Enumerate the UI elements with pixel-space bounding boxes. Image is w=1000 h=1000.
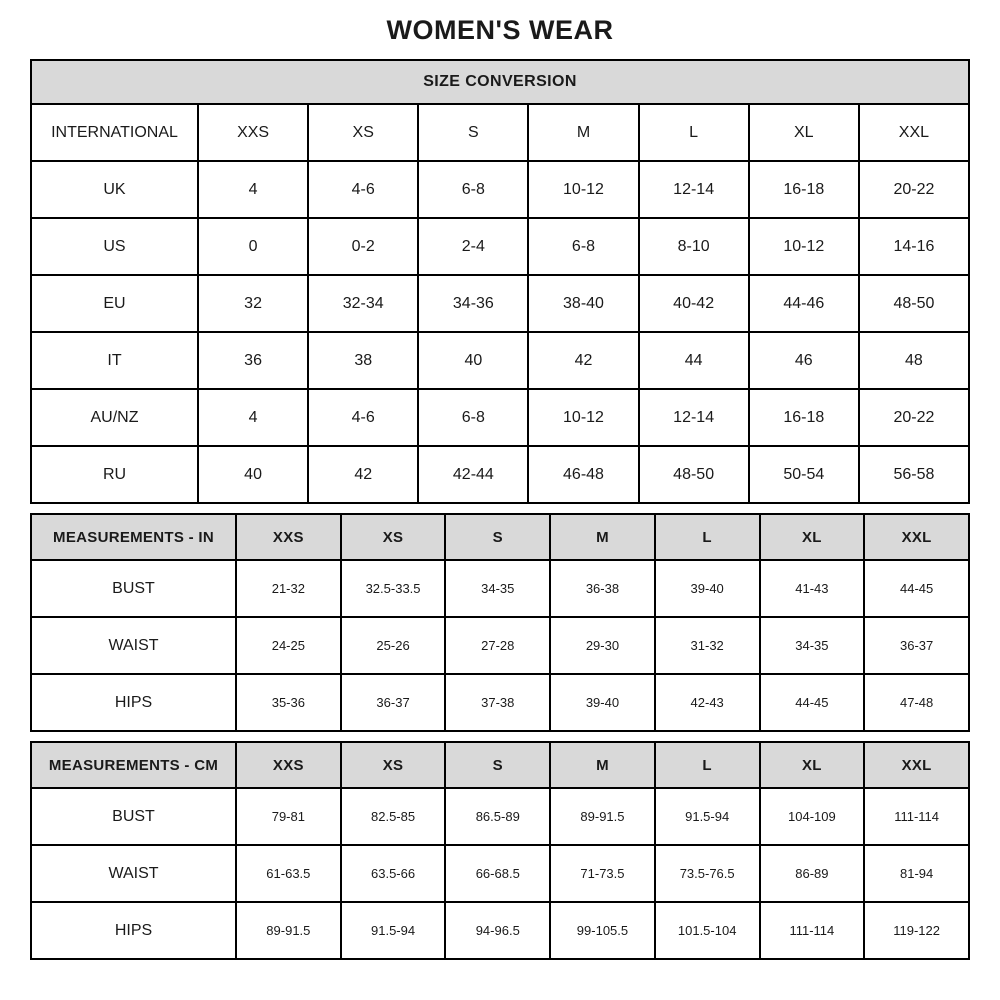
table-row	[31, 389, 969, 446]
row-label: HIPS	[31, 902, 236, 959]
row-label: HIPS	[31, 674, 236, 731]
table-row	[31, 275, 969, 332]
size-header-cell: XXS	[236, 742, 341, 788]
value-cell: 14-16	[859, 218, 969, 275]
value-cell: 6-8	[418, 389, 528, 446]
value-cell: 25-26	[341, 617, 446, 674]
value-cell: 32.5-33.5	[341, 560, 446, 617]
value-cell: 44-45	[760, 674, 865, 731]
row-label: EU	[31, 275, 198, 332]
value-cell: 20-22	[859, 389, 969, 446]
value-cell: 41-43	[760, 560, 865, 617]
value-cell: 46-48	[528, 446, 638, 503]
value-cell: 12-14	[639, 389, 749, 446]
value-cell: 12-14	[639, 161, 749, 218]
table-row	[31, 788, 969, 845]
row-label: WAIST	[31, 617, 236, 674]
row-label: IT	[31, 332, 198, 389]
size-header-cell: XXS	[236, 514, 341, 560]
size-header-cell: L	[655, 742, 760, 788]
value-cell: 44-46	[749, 275, 859, 332]
value-cell: 40	[418, 332, 528, 389]
row-label: WAIST	[31, 845, 236, 902]
value-cell: 42-44	[418, 446, 528, 503]
row-label: RU	[31, 446, 198, 503]
value-cell: 71-73.5	[550, 845, 655, 902]
value-cell: 89-91.5	[550, 788, 655, 845]
table-row	[31, 845, 969, 902]
measurements-in-title: MEASUREMENTS - IN	[31, 514, 236, 560]
value-cell: XL	[749, 104, 859, 161]
value-cell: 21-32	[236, 560, 341, 617]
table-title-row	[31, 60, 969, 104]
row-label: INTERNATIONAL	[31, 104, 198, 161]
value-cell: 91.5-94	[341, 902, 446, 959]
measurements-cm-title: MEASUREMENTS - CM	[31, 742, 236, 788]
value-cell: 61-63.5	[236, 845, 341, 902]
header-row	[31, 514, 969, 560]
value-cell: 104-109	[760, 788, 865, 845]
value-cell: 34-36	[418, 275, 528, 332]
value-cell: 39-40	[655, 560, 760, 617]
value-cell: S	[418, 104, 528, 161]
size-header-cell: M	[550, 742, 655, 788]
value-cell: 4	[198, 389, 308, 446]
value-cell: 111-114	[760, 902, 865, 959]
value-cell: 8-10	[639, 218, 749, 275]
value-cell: 36	[198, 332, 308, 389]
size-header-cell: XS	[341, 514, 446, 560]
value-cell: 35-36	[236, 674, 341, 731]
value-cell: 50-54	[749, 446, 859, 503]
value-cell: 40-42	[639, 275, 749, 332]
value-cell: XXL	[859, 104, 969, 161]
value-cell: 34-35	[760, 617, 865, 674]
value-cell: XS	[308, 104, 418, 161]
value-cell: 91.5-94	[655, 788, 760, 845]
value-cell: 111-114	[864, 788, 969, 845]
value-cell: 6-8	[418, 161, 528, 218]
size-header-cell: XL	[760, 742, 865, 788]
value-cell: 101.5-104	[655, 902, 760, 959]
table-row	[31, 161, 969, 218]
value-cell: 27-28	[445, 617, 550, 674]
value-cell: M	[528, 104, 638, 161]
value-cell: 36-37	[864, 617, 969, 674]
value-cell: 47-48	[864, 674, 969, 731]
value-cell: 48-50	[859, 275, 969, 332]
value-cell: 81-94	[864, 845, 969, 902]
value-cell: 44-45	[864, 560, 969, 617]
value-cell: 10-12	[749, 218, 859, 275]
value-cell: 94-96.5	[445, 902, 550, 959]
value-cell: 46	[749, 332, 859, 389]
value-cell: 39-40	[550, 674, 655, 731]
value-cell: 36-38	[550, 560, 655, 617]
table-row	[31, 674, 969, 731]
value-cell: 79-81	[236, 788, 341, 845]
value-cell: 2-4	[418, 218, 528, 275]
table-row	[31, 902, 969, 959]
value-cell: 66-68.5	[445, 845, 550, 902]
value-cell: 16-18	[749, 161, 859, 218]
value-cell: 42	[528, 332, 638, 389]
size-header-cell: S	[445, 742, 550, 788]
size-header-cell: M	[550, 514, 655, 560]
value-cell: 32-34	[308, 275, 418, 332]
table-row	[31, 446, 969, 503]
value-cell: 48	[859, 332, 969, 389]
value-cell: 82.5-85	[341, 788, 446, 845]
value-cell: 29-30	[550, 617, 655, 674]
header-row	[31, 742, 969, 788]
value-cell: 38	[308, 332, 418, 389]
value-cell: 31-32	[655, 617, 760, 674]
value-cell: 24-25	[236, 617, 341, 674]
value-cell: 40	[198, 446, 308, 503]
value-cell: 6-8	[528, 218, 638, 275]
value-cell: 0-2	[308, 218, 418, 275]
value-cell: 4	[198, 161, 308, 218]
value-cell: 44	[639, 332, 749, 389]
value-cell: 42-43	[655, 674, 760, 731]
value-cell: 73.5-76.5	[655, 845, 760, 902]
table-row	[31, 617, 969, 674]
table-row	[31, 218, 969, 275]
value-cell: 20-22	[859, 161, 969, 218]
value-cell: 0	[198, 218, 308, 275]
table-row	[31, 104, 969, 161]
value-cell: 86-89	[760, 845, 865, 902]
value-cell: 34-35	[445, 560, 550, 617]
value-cell: 99-105.5	[550, 902, 655, 959]
row-label: AU/NZ	[31, 389, 198, 446]
size-conversion-table	[30, 59, 970, 504]
value-cell: 89-91.5	[236, 902, 341, 959]
size-header-cell: XL	[760, 514, 865, 560]
size-conversion-title: SIZE CONVERSION	[31, 60, 969, 104]
value-cell: 86.5-89	[445, 788, 550, 845]
size-header-cell: L	[655, 514, 760, 560]
value-cell: 63.5-66	[341, 845, 446, 902]
row-label: US	[31, 218, 198, 275]
value-cell: 10-12	[528, 161, 638, 218]
value-cell: 16-18	[749, 389, 859, 446]
measurements-in-table	[30, 513, 970, 732]
value-cell: 36-37	[341, 674, 446, 731]
size-header-cell: XXL	[864, 514, 969, 560]
value-cell: 32	[198, 275, 308, 332]
value-cell: 56-58	[859, 446, 969, 503]
value-cell: 37-38	[445, 674, 550, 731]
value-cell: XXS	[198, 104, 308, 161]
size-header-cell: S	[445, 514, 550, 560]
value-cell: 38-40	[528, 275, 638, 332]
value-cell: 48-50	[639, 446, 749, 503]
table-row	[31, 332, 969, 389]
row-label: UK	[31, 161, 198, 218]
value-cell: 42	[308, 446, 418, 503]
page-title: WOMEN'S WEAR	[386, 15, 614, 45]
value-cell: 4-6	[308, 389, 418, 446]
value-cell: 119-122	[864, 902, 969, 959]
row-label: BUST	[31, 788, 236, 845]
value-cell: 4-6	[308, 161, 418, 218]
row-label: BUST	[31, 560, 236, 617]
table-row	[31, 560, 969, 617]
value-cell: 10-12	[528, 389, 638, 446]
size-header-cell: XXL	[864, 742, 969, 788]
value-cell: L	[639, 104, 749, 161]
size-header-cell: XS	[341, 742, 446, 788]
measurements-cm-table	[30, 741, 970, 960]
